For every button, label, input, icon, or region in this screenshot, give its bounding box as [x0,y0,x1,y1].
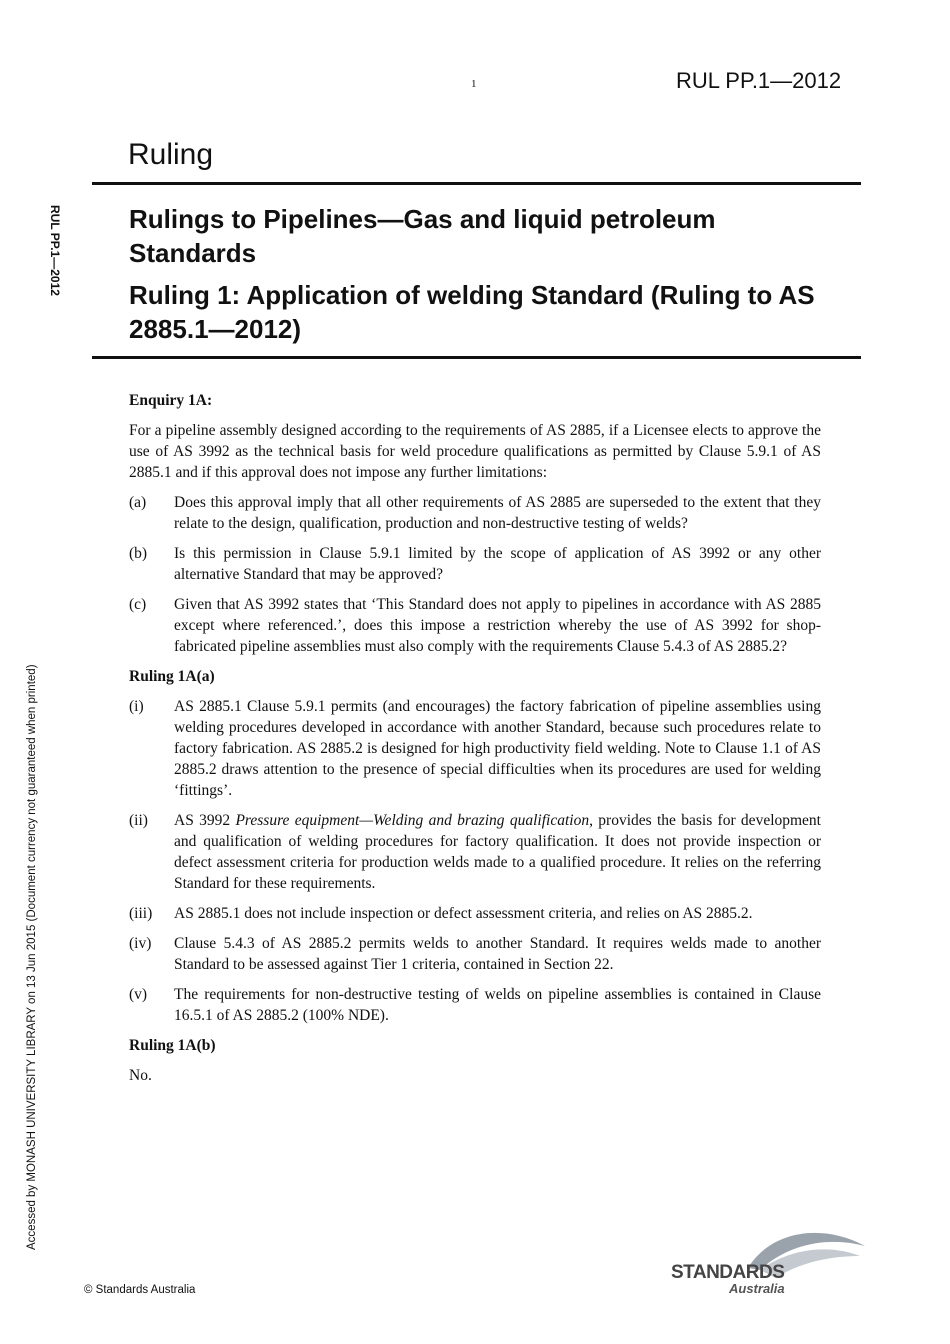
ruling-b-heading: Ruling 1A(b) [129,1037,216,1054]
item-label: (i) [129,698,144,715]
document-id: RUL PP.1—2012 [676,68,842,93]
item-label: (iv) [129,935,152,952]
page-number: 1 [471,78,477,90]
item-text: Clause 5.4.3 of AS 2885.2 permits welds to another Standard. It requires welds made to another Standard to be assessed against Tier 1 criteria, contained in Section 22. [174,935,821,973]
item-text-prefix: AS 3992 [174,812,236,829]
document-type: Ruling [128,138,214,171]
item-text-suffix: , provides the basis for development and qualification of welding procedures for factory qualification. It does not provide inspection or defect assessment criteria for production welds made to a qualified procedure. It relies on the referring Standard for these requirements. [174,812,821,892]
enquiry-heading: Enquiry 1A: [129,392,213,409]
enquiry-item [129,543,821,585]
ruling-item [129,810,821,894]
ruling-item [129,696,821,801]
top-divider [92,182,861,185]
item-label: (iii) [129,905,153,922]
item-label: (a) [129,494,147,511]
document-title: Rulings to Pipelines—Gas and liquid petroleum Standards [129,204,716,268]
ruling-item [129,984,821,1026]
enquiry-item [129,594,821,657]
item-label: (c) [129,596,147,613]
item-text [174,810,821,894]
item-text: Is this permission in Clause 5.9.1 limited by the scope of application of AS 3992 or any other alternative Standard that may be approved? [174,545,821,583]
logo-subtitle: Australia [729,1281,785,1296]
ruling-item [129,903,821,924]
copyright-notice: © Standards Australia [84,1284,196,1296]
logo-wordmark: STANDARDS [671,1262,785,1283]
item-label: (v) [129,986,148,1003]
enquiry-item [129,492,821,534]
item-text: Does this approval imply that all other requirements of AS 2885 are superseded to the extent that they relate to the design, qualification, production and non-destructive testing of welds? [174,494,821,532]
access-notice: Accessed by MONASH UNIVERSITY LIBRARY on 13 Jun 2015 (Document currency not guaranteed when printed) [26,664,38,1250]
item-text: The requirements for non-destructive testing of welds on pipeline assemblies is contained in Clause 16.5.1 of AS 2885.2 (100% NDE). [174,986,821,1024]
vertical-document-id: RUL PP.1—2012 [48,205,62,296]
ruling-b-text: No. [129,1067,152,1084]
standard-title: Pressure equipment—Welding and brazing qualification [235,812,590,829]
item-text: AS 2885.1 Clause 5.9.1 permits (and encourages) the factory fabrication of pipeline assemblies using welding procedures developed in accordance with another Standard, because such procedures relate to factory fabrication. AS 2885.2 is designed for high productivity field welding. Note to Clause 1.1 of AS 2885.2 draws attention to the presence of special difficulties when its procedures are used for welding ‘fittings’. [174,698,821,799]
ruling-title: Ruling 1: Application of welding Standard (Ruling to AS 2885.1—2012) [129,280,815,344]
title-divider [92,356,861,359]
item-text: Given that AS 3992 states that ‘This Standard does not apply to pipelines in accordance with AS 2885 except where referenced.’, does this impose a restriction whereby the use of AS 3992 for shop-fabricated pipeline assemblies must also comply with the requirements Clause 5.4.3 of AS 2885.2? [174,596,821,655]
item-label: (ii) [129,812,148,829]
item-text: AS 2885.1 does not include inspection or defect assessment criteria, and relies on AS 2885.2. [174,905,753,922]
ruling-a-heading: Ruling 1A(a) [129,668,215,685]
ruling-item [129,933,821,975]
item-label: (b) [129,545,148,562]
document-body [129,390,821,1095]
enquiry-intro: For a pipeline assembly designed according to the requirements of AS 2885, if a Licensee elects to approve the use of AS 3992 as the technical basis for weld procedure qualifications as permitted by Clause 5.9.1 of AS 2885.1 and if this approval does not impose any further limitations: [129,422,821,481]
